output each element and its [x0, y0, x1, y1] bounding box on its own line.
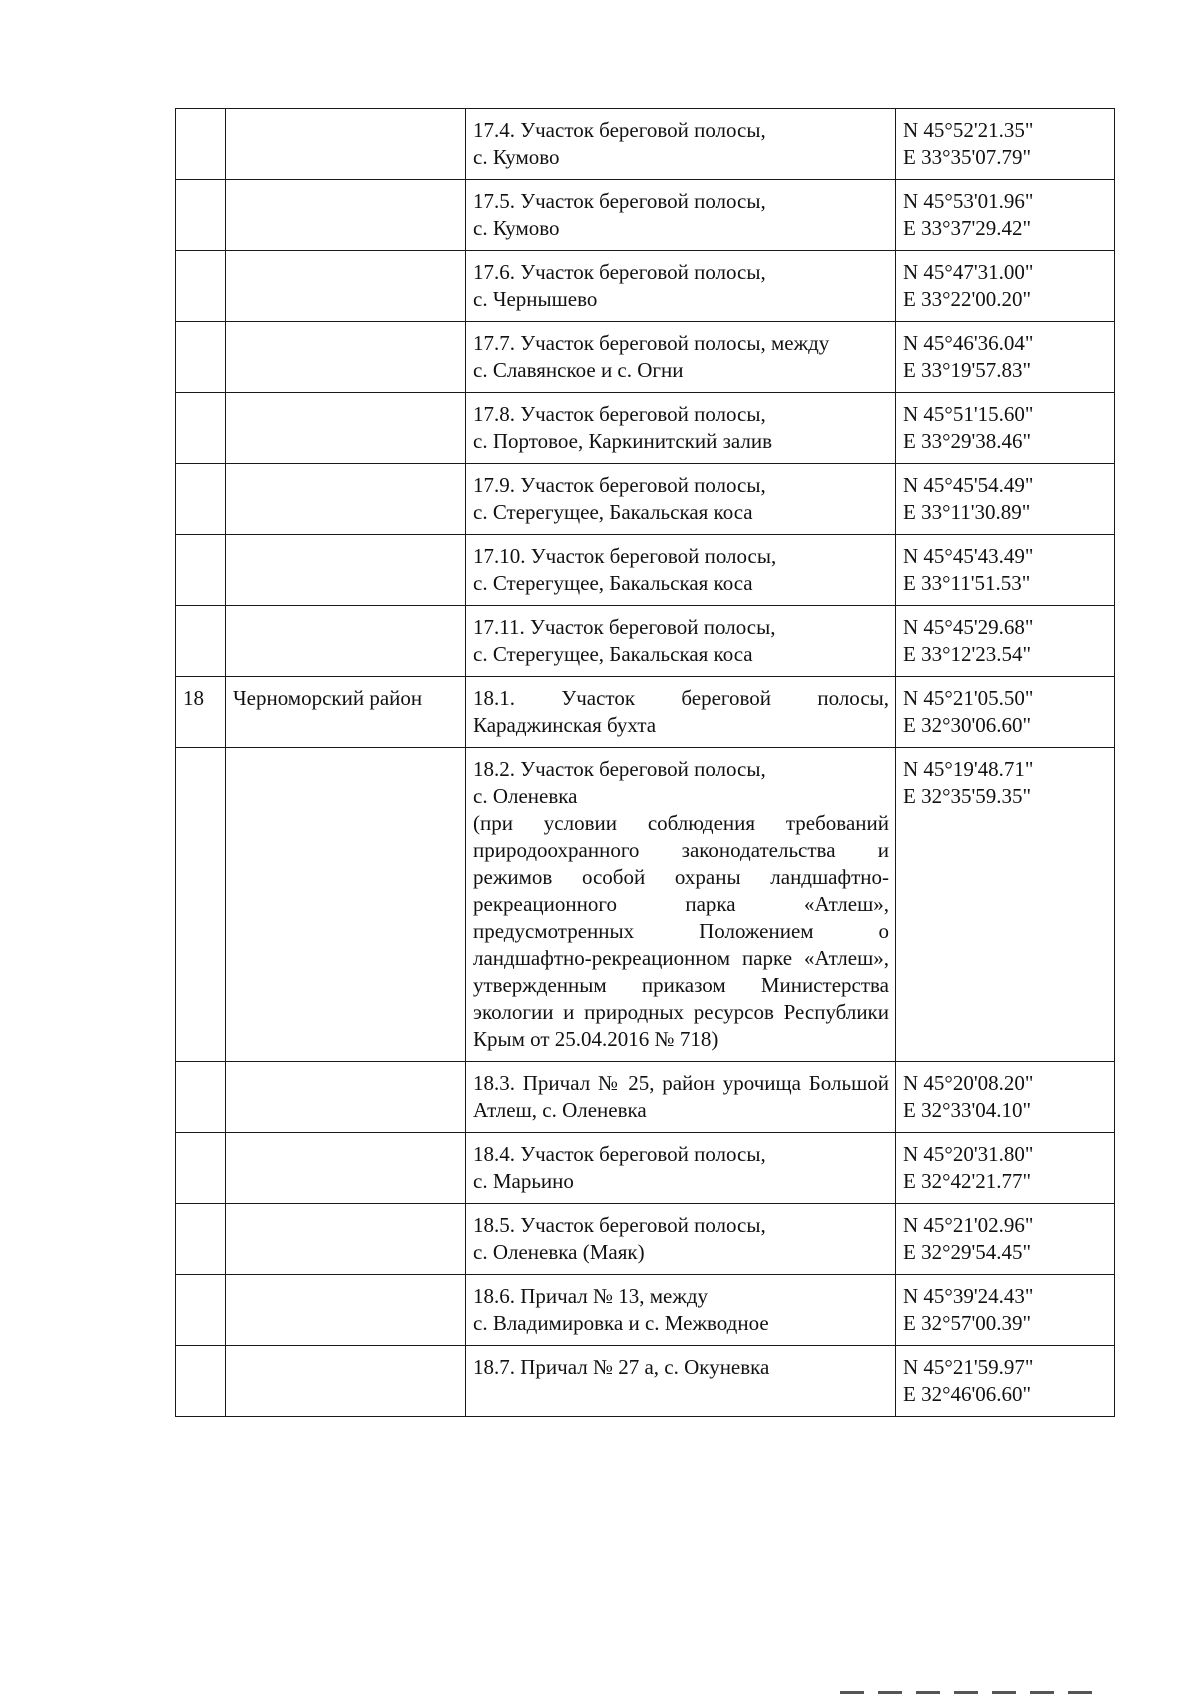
- location-description-cell: [466, 1133, 896, 1204]
- table-row: [176, 251, 1115, 322]
- district-cell: [226, 464, 466, 535]
- longitude-text: E 32°35'59.35": [903, 784, 1032, 808]
- coordinates-cell: [896, 109, 1115, 180]
- table-body: [176, 109, 1115, 1417]
- longitude-text: E 33°29'38.46": [903, 429, 1032, 453]
- district-cell: [226, 1275, 466, 1346]
- latitude-text: N 45°47'31.00": [903, 260, 1034, 284]
- coordinates-cell: [896, 606, 1115, 677]
- latitude-text: N 45°21'02.96": [903, 1213, 1034, 1237]
- table-row: [176, 1062, 1115, 1133]
- location-text-line: с. Стерегущее, Бакальская коса: [473, 642, 753, 666]
- table-row: [176, 748, 1115, 1062]
- location-description-cell: [466, 1204, 896, 1275]
- location-text-line: с. Стерегущее, Бакальская коса: [473, 571, 753, 595]
- location-text-line: 17.11. Участок береговой полосы,: [473, 615, 776, 639]
- beach-locations-table: [175, 108, 1115, 1417]
- location-text-line: 18.6. Причал № 13, между: [473, 1284, 709, 1308]
- location-text-line: 18.2. Участок береговой полосы,: [473, 757, 766, 781]
- coordinates-cell: [896, 1062, 1115, 1133]
- longitude-text: E 33°22'00.20": [903, 287, 1032, 311]
- location-text-line: с. Портовое, Каркинитский залив: [473, 429, 773, 453]
- longitude-text: E 32°33'04.10": [903, 1098, 1032, 1122]
- location-description-cell: [466, 393, 896, 464]
- table-row: [176, 109, 1115, 180]
- latitude-text: N 45°20'08.20": [903, 1071, 1034, 1095]
- district-cell: [226, 535, 466, 606]
- coordinates-cell: [896, 1275, 1115, 1346]
- latitude-text: N 45°52'21.35": [903, 118, 1034, 142]
- latitude-text: N 45°45'54.49": [903, 473, 1034, 497]
- location-text-line: (при условии соблюдения требований природоохранного законодательства и режимов особой охраны ландшафтно-рекреационного парка «Атлеш», предусмотренных Положением о ландшафтно-рекреационном парке «Атлеш», утвержденным приказом Министерства экологии и природных ресурсов Республики Крым от 25.04.2016 № 718): [473, 811, 889, 1051]
- location-text-line: 17.5. Участок береговой полосы,: [473, 189, 766, 213]
- location-text-line: с. Славянское и с. Огни: [473, 358, 684, 382]
- row-number-cell: [176, 322, 226, 393]
- district-cell: [226, 1062, 466, 1133]
- row-number-cell: [176, 606, 226, 677]
- row-number-cell: [176, 535, 226, 606]
- scan-edge-marks: [840, 1681, 1170, 1685]
- table-row: [176, 1275, 1115, 1346]
- location-text-line: с. Оленевка (Маяк): [473, 1240, 645, 1264]
- longitude-text: E 33°12'23.54": [903, 642, 1032, 666]
- longitude-text: E 32°29'54.45": [903, 1240, 1032, 1264]
- row-number-cell: [176, 180, 226, 251]
- table-row: [176, 393, 1115, 464]
- latitude-text: N 45°39'24.43": [903, 1284, 1034, 1308]
- district-cell: [226, 109, 466, 180]
- coordinates-cell: [896, 393, 1115, 464]
- district-cell: [226, 393, 466, 464]
- longitude-text: E 33°11'51.53": [903, 571, 1031, 595]
- coordinates-cell: [896, 180, 1115, 251]
- coordinates-cell: [896, 748, 1115, 1062]
- latitude-text: N 45°53'01.96": [903, 189, 1034, 213]
- row-number-cell: [176, 251, 226, 322]
- row-number-cell: 18: [176, 677, 226, 748]
- row-number-cell: [176, 1204, 226, 1275]
- location-text-line: 18.4. Участок береговой полосы,: [473, 1142, 766, 1166]
- location-text-line: 18.3. Причал № 25, район урочища Большой Атлеш, с. Оленевка: [473, 1071, 889, 1122]
- location-text-line: 18.5. Участок береговой полосы,: [473, 1213, 766, 1237]
- latitude-text: N 45°46'36.04": [903, 331, 1034, 355]
- location-text-line: 17.4. Участок береговой полосы,: [473, 118, 766, 142]
- location-text-line: 18.1. Участок береговой полосы, Караджинская бухта: [473, 686, 889, 737]
- latitude-text: N 45°45'29.68": [903, 615, 1034, 639]
- longitude-text: E 32°46'06.60": [903, 1382, 1032, 1406]
- location-text-line: с. Кумово: [473, 145, 560, 169]
- location-description-cell: [466, 1346, 896, 1417]
- longitude-text: E 32°42'21.77": [903, 1169, 1032, 1193]
- row-number-cell: [176, 1346, 226, 1417]
- latitude-text: N 45°20'31.80": [903, 1142, 1034, 1166]
- row-number-cell: [176, 748, 226, 1062]
- table-row: [176, 180, 1115, 251]
- longitude-text: E 33°35'07.79": [903, 145, 1032, 169]
- longitude-text: E 33°19'57.83": [903, 358, 1032, 382]
- location-text-line: с. Оленевка: [473, 784, 578, 808]
- location-description-cell: [466, 251, 896, 322]
- coordinates-cell: [896, 677, 1115, 748]
- row-number-cell: [176, 1133, 226, 1204]
- location-text-line: с. Стерегущее, Бакальская коса: [473, 500, 753, 524]
- latitude-text: N 45°19'48.71": [903, 757, 1034, 781]
- location-description-cell: [466, 606, 896, 677]
- district-cell: [226, 748, 466, 1062]
- table-row: [176, 464, 1115, 535]
- longitude-text: E 32°30'06.60": [903, 713, 1032, 737]
- latitude-text: N 45°21'05.50": [903, 686, 1034, 710]
- location-description-cell: [466, 1062, 896, 1133]
- district-cell: [226, 1204, 466, 1275]
- location-description-cell: [466, 748, 896, 1062]
- district-cell: [226, 180, 466, 251]
- location-text-line: 17.9. Участок береговой полосы,: [473, 473, 766, 497]
- coordinates-cell: [896, 1204, 1115, 1275]
- row-number-cell: [176, 1062, 226, 1133]
- location-description-cell: [466, 464, 896, 535]
- latitude-text: N 45°21'59.97": [903, 1355, 1034, 1379]
- location-text-line: 18.7. Причал № 27 а, с. Окуневка: [473, 1355, 770, 1379]
- district-cell: [226, 1133, 466, 1204]
- location-description-cell: [466, 535, 896, 606]
- district-cell: [226, 1346, 466, 1417]
- location-text-line: 17.6. Участок береговой полосы,: [473, 260, 766, 284]
- row-number-cell: [176, 393, 226, 464]
- location-text-line: 17.8. Участок береговой полосы,: [473, 402, 766, 426]
- coordinates-cell: [896, 1133, 1115, 1204]
- longitude-text: E 32°57'00.39": [903, 1311, 1032, 1335]
- location-text-line: с. Кумово: [473, 216, 560, 240]
- district-cell: Черноморский район: [226, 677, 466, 748]
- coordinates-cell: [896, 535, 1115, 606]
- location-description-cell: [466, 109, 896, 180]
- coordinates-cell: [896, 464, 1115, 535]
- location-text-line: с. Чернышево: [473, 287, 598, 311]
- table-row: [176, 1133, 1115, 1204]
- row-number-cell: [176, 1275, 226, 1346]
- location-text-line: с. Марьино: [473, 1169, 574, 1193]
- location-description-cell: [466, 677, 896, 748]
- latitude-text: N 45°51'15.60": [903, 402, 1034, 426]
- location-description-cell: [466, 322, 896, 393]
- longitude-text: E 33°11'30.89": [903, 500, 1031, 524]
- table-row: [176, 606, 1115, 677]
- table-row: [176, 1204, 1115, 1275]
- district-cell: [226, 606, 466, 677]
- row-number-cell: [176, 109, 226, 180]
- coordinates-cell: [896, 322, 1115, 393]
- latitude-text: N 45°45'43.49": [903, 544, 1034, 568]
- table-row: [176, 1346, 1115, 1417]
- district-cell: [226, 322, 466, 393]
- coordinates-cell: [896, 251, 1115, 322]
- table-row: [176, 535, 1115, 606]
- district-cell: [226, 251, 466, 322]
- table-row: [176, 677, 1115, 748]
- location-description-cell: [466, 1275, 896, 1346]
- table-row: [176, 322, 1115, 393]
- coordinates-cell: [896, 1346, 1115, 1417]
- location-description-cell: [466, 180, 896, 251]
- location-text-line: 17.10. Участок береговой полосы,: [473, 544, 777, 568]
- location-text-line: с. Владимировка и с. Межводное: [473, 1311, 769, 1335]
- location-text-line: 17.7. Участок береговой полосы, между: [473, 331, 830, 355]
- row-number-cell: [176, 464, 226, 535]
- longitude-text: E 33°37'29.42": [903, 216, 1032, 240]
